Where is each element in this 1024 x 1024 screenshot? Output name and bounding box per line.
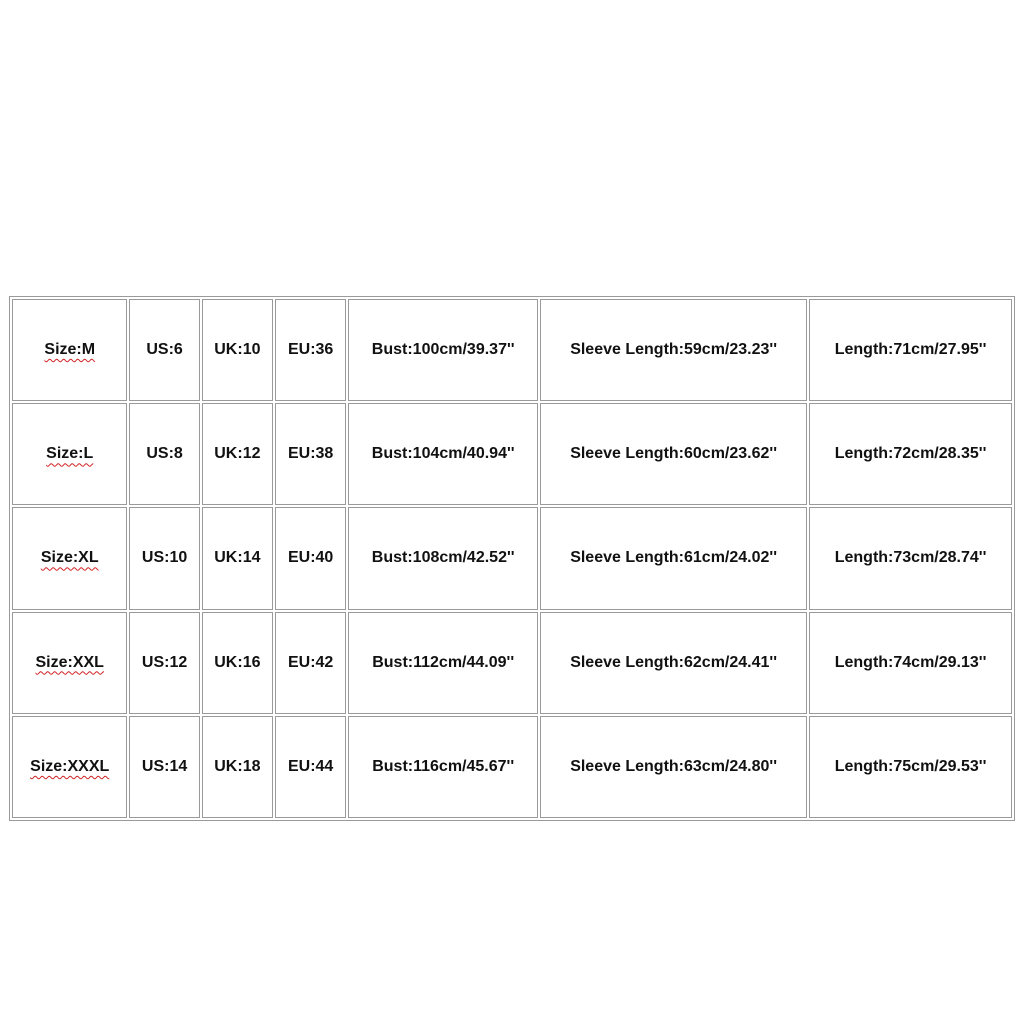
uk-size-cell: UK:14 [202,507,273,609]
size-cell: Size:M [12,299,127,401]
us-size-cell: US:10 [129,507,199,609]
size-chart-table [9,296,1015,821]
size-cell: Size:XXXL [12,716,127,818]
bust-cell: Bust:104cm/40.94'' [348,403,538,505]
uk-size-cell: UK:12 [202,403,273,505]
length-cell: Length:72cm/28.35'' [809,403,1012,505]
bust-cell: Bust:112cm/44.09'' [348,612,538,714]
us-size-cell: US:12 [129,612,199,714]
table-row [12,507,1012,609]
uk-size-cell: UK:16 [202,612,273,714]
size-cell: Size:XXL [12,612,127,714]
table-row [12,299,1012,401]
uk-size-cell: UK:10 [202,299,273,401]
eu-size-cell: EU:36 [275,299,346,401]
eu-size-cell: EU:42 [275,612,346,714]
size-cell: Size:L [12,403,127,505]
length-cell: Length:75cm/29.53'' [809,716,1012,818]
sleeve-length-cell: Sleeve Length:63cm/24.80'' [540,716,807,818]
uk-size-cell: UK:18 [202,716,273,818]
table-row [12,716,1012,818]
table-row [12,403,1012,505]
us-size-cell: US:8 [129,403,199,505]
us-size-cell: US:14 [129,716,199,818]
length-cell: Length:73cm/28.74'' [809,507,1012,609]
length-cell: Length:74cm/29.13'' [809,612,1012,714]
sleeve-length-cell: Sleeve Length:62cm/24.41'' [540,612,807,714]
us-size-cell: US:6 [129,299,199,401]
length-cell: Length:71cm/27.95'' [809,299,1012,401]
sleeve-length-cell: Sleeve Length:60cm/23.62'' [540,403,807,505]
bust-cell: Bust:116cm/45.67'' [348,716,538,818]
eu-size-cell: EU:44 [275,716,346,818]
bust-cell: Bust:100cm/39.37'' [348,299,538,401]
eu-size-cell: EU:38 [275,403,346,505]
size-cell: Size:XL [12,507,127,609]
eu-size-cell: EU:40 [275,507,346,609]
table-row [12,612,1012,714]
bust-cell: Bust:108cm/42.52'' [348,507,538,609]
sleeve-length-cell: Sleeve Length:61cm/24.02'' [540,507,807,609]
sleeve-length-cell: Sleeve Length:59cm/23.23'' [540,299,807,401]
